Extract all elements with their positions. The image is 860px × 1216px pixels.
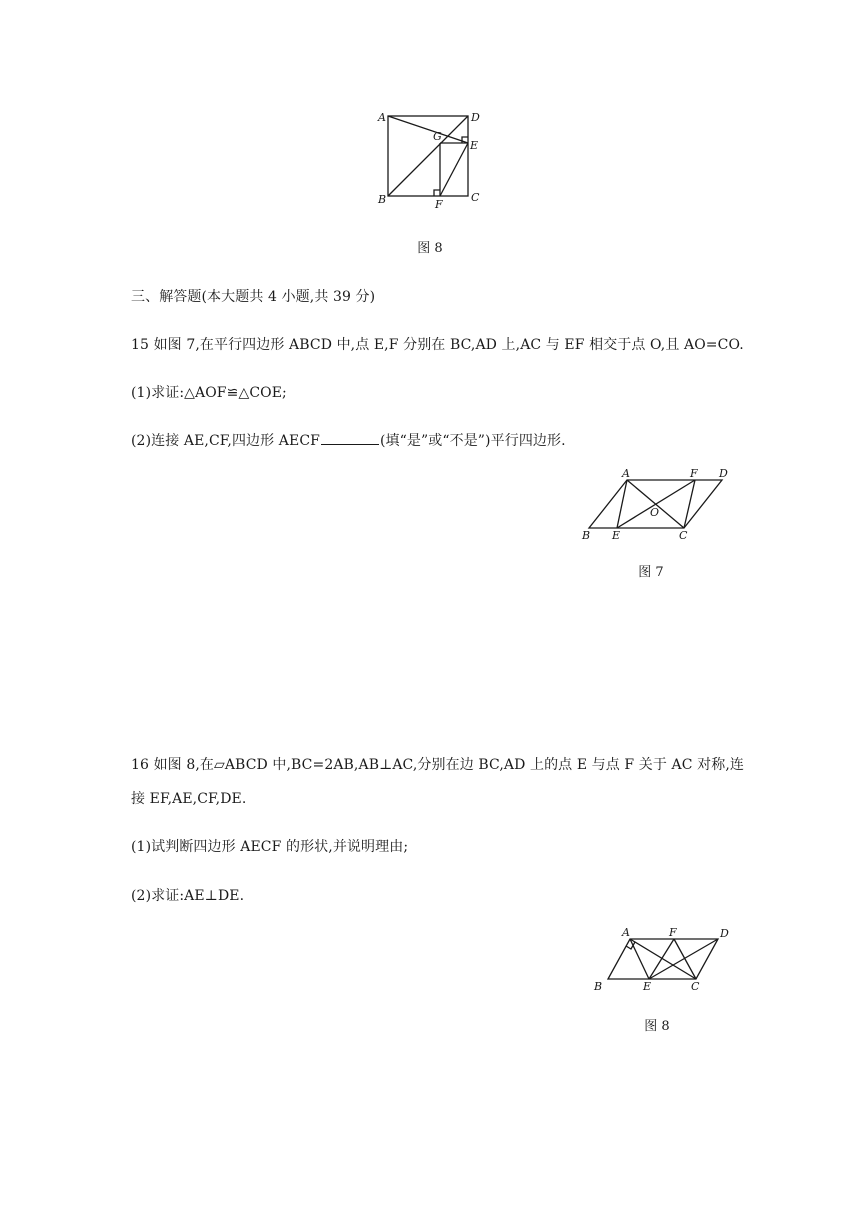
figure-square-abcd: [372, 106, 492, 214]
q16-stem-line1: 16 如图 8,在▱ABCD 中,BC=2AB,AB⊥AC,分别在边 BC,AD 上的点 E 与点 F 关于 AC 对称,连: [131, 757, 744, 773]
label-d: D: [719, 467, 728, 480]
label-e: E: [470, 139, 479, 152]
label-b: B: [594, 980, 603, 993]
segment-ae: [388, 116, 468, 143]
label-f: F: [435, 198, 443, 211]
label-d: D: [720, 927, 729, 940]
label-e: E: [612, 529, 621, 542]
label-d: D: [471, 111, 480, 124]
q15-part2-before: (2)连接 AE,CF,四边形 AECF: [131, 433, 320, 449]
q16-part1: (1)试判断四边形 AECF 的形状,并说明理由;: [131, 839, 409, 855]
label-g: G: [433, 130, 442, 143]
label-c: C: [691, 980, 700, 993]
label-c: C: [471, 191, 480, 204]
figure-parallelogram-q16: [586, 922, 746, 1002]
label-f: F: [669, 926, 677, 939]
segment-ef: [617, 480, 695, 528]
label-a: A: [622, 467, 630, 480]
q15-part1: (1)求证:△AOF≌△COE;: [131, 385, 287, 401]
q16-stem-line2: 接 EF,AE,CF,DE.: [131, 791, 247, 807]
figure-parallelogram-q15: [576, 466, 736, 546]
figure-caption-top: 图 8: [417, 241, 443, 256]
figure-caption-q15: 图 7: [638, 565, 664, 580]
label-c: C: [679, 529, 688, 542]
q15-part2: [131, 431, 566, 451]
label-b: B: [378, 193, 387, 206]
label-f: F: [690, 467, 698, 480]
diagonal-bd: [388, 116, 468, 196]
segment-ef: [649, 939, 674, 979]
label-a: A: [622, 926, 630, 939]
q15-stem: 15 如图 7,在平行四边形 ABCD 中,点 E,F 分别在 BC,AD 上,AC 与 EF 相交于点 O,且 AO=CO.: [131, 337, 744, 353]
q15-part2-after: (填“是”或“不是”)平行四边形.: [379, 433, 566, 449]
figure-caption-q16: 图 8: [644, 1019, 670, 1034]
label-o: O: [650, 506, 660, 519]
segment-ef: [440, 143, 468, 196]
section-heading: 三、解答题(本大题共 4 小题,共 39 分): [131, 289, 376, 305]
answer-blank[interactable]: [321, 432, 379, 445]
label-b: B: [582, 529, 591, 542]
q16-part2: (2)求证:AE⊥DE.: [131, 888, 245, 904]
label-a: A: [378, 111, 386, 124]
label-e: E: [643, 980, 652, 993]
right-angle-mark-f: [434, 190, 440, 196]
